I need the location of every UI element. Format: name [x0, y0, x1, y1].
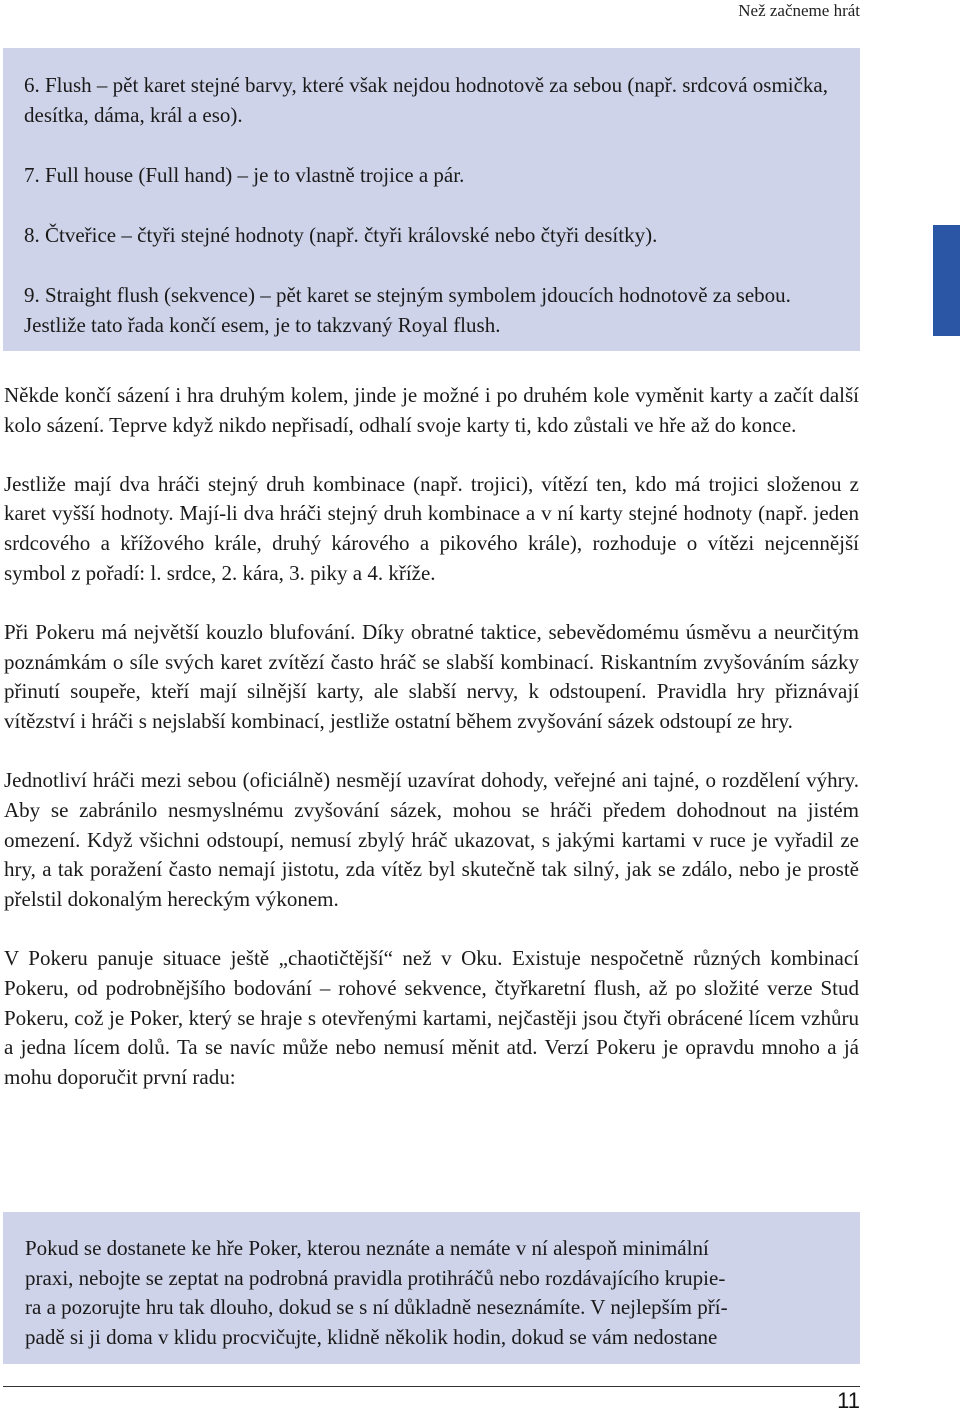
- paragraph-tie-break: Jestliže mají dva hráči stejný druh kombinace (např. trojici), vítězí ten, kdo má trojici složenou z karet vyšší hodnoty. Mají-li dva hráči stejný druh kombinace a v ní karty stejné hodnoty (např. jeden srdcového a křížového krále, druhý kárového a pikového krále), rozhoduje o vítězi nejcennější symbol z pořadí: l. srdce, 2. kára, 3. piky a 4. kříže.: [4, 471, 859, 585]
- ranking-item-9: 9. Straight flush (sekvence) – pět karet se stejným symbolem jdoucích hodnotově za sebou. Jestliže tato řada končí esem, je to takzvaný Royal flush.: [24, 283, 791, 337]
- ranking-item-7: 7. Full house (Full hand) – je to vlastně trojice a pár.: [24, 163, 465, 187]
- page-number: 11: [837, 1388, 860, 1413]
- paragraph-second-round: Někde končí sázení i hra druhým kolem, jinde je možné i po druhém kole vyměnit karty a začít další kolo sázení. Teprve když nikdo nepřisadí, odhalí svoje karty ti, kdo zůstali ve hře až do konce.: [4, 383, 859, 437]
- advice-line: Pokud se dostanete ke hře Poker, kterou neznáte a nemáte v ní alespoň minimální: [25, 1236, 709, 1260]
- hand-rankings-box: [3, 48, 860, 351]
- paragraph-variants: V Pokeru panuje situace ještě „chaotičtější“ než v Oku. Existuje nespočetně různých kombinací Pokeru, od podrobnějšího bodování – rohové sekvence, čtyřkaretní flush, až po složité verze Stud Pokeru, což je Poker, který se hraje s otevřenými kartami, nejčastěji jsou čtyři obrácené lícem vzhůru a jedna lícem dolů. Ta se navíc může nebo nemusí měnit atd. Verzí Pokeru je opravdu mnoho a já mohu doporučit první radu:: [4, 945, 859, 1090]
- ranking-item-6: 6. Flush – pět karet stejné barvy, které však nejdou hodnotově za sebou (např. srdcová osmička, desítka, dáma, král a eso).: [24, 73, 828, 127]
- advice-line: padě si ji doma v klidu procvičujte, klidně několik hodin, dokud se vám nedostane: [25, 1324, 718, 1349]
- advice-line: praxi, nebojte se zeptat na podrobná pravidla protihráčů nebo rozdávajícího krupie-: [25, 1265, 726, 1290]
- chapter-tab-marker: [933, 225, 960, 336]
- body-text: [4, 381, 859, 1122]
- running-header-title: Než začneme hrát: [738, 1, 860, 20]
- advice-line: ra a pozorujte hru tak dlouho, dokud se s ní důkladně neseznámíte. V nejlepším pří-: [25, 1295, 728, 1319]
- advice-box: [3, 1212, 860, 1364]
- paragraph-bluffing: Při Pokeru má největší kouzlo blufování. Díky obratné taktice, sebevědomému úsměvu a neurčitým poznámkám o síle svých karet zvítězí často hráč se slabší kombinací. Riskantním zvyšováním sázky přinutí soupeře, kteří mají silnější karty, ale slabší nervy, k odstoupení. Pravidla hry přiznávají vítězství i hráči s nejslabší kombinací, jestliže ostatní během zvyšování sázek odstoupí ze hry.: [4, 619, 859, 734]
- ranking-item-8: 8. Čtveřice – čtyři stejné hodnoty (např. čtyři královské nebo čtyři desítky).: [24, 223, 658, 247]
- paragraph-agreements: Jednotliví hráči mezi sebou (oficiálně) nesmějí uzavírat dohody, veřejné ani tajné, o rozdělení výhry. Aby se zabránilo nesmyslnému zvyšování sázek, mohou se hráči předem dohodnout na jistém omezení. Když všichni odstoupí, nemusí zbylý hráč ukazovat, s jakými kartami v ruce je vyřadil ze hry, a tak poražení často nemají jistotu, zda vítěz byl skutečně tak silný, jak se zdálo, nebo je prostě přelstil dokonalým hereckým výkonem.: [4, 767, 859, 912]
- footer-rule: [3, 1386, 860, 1387]
